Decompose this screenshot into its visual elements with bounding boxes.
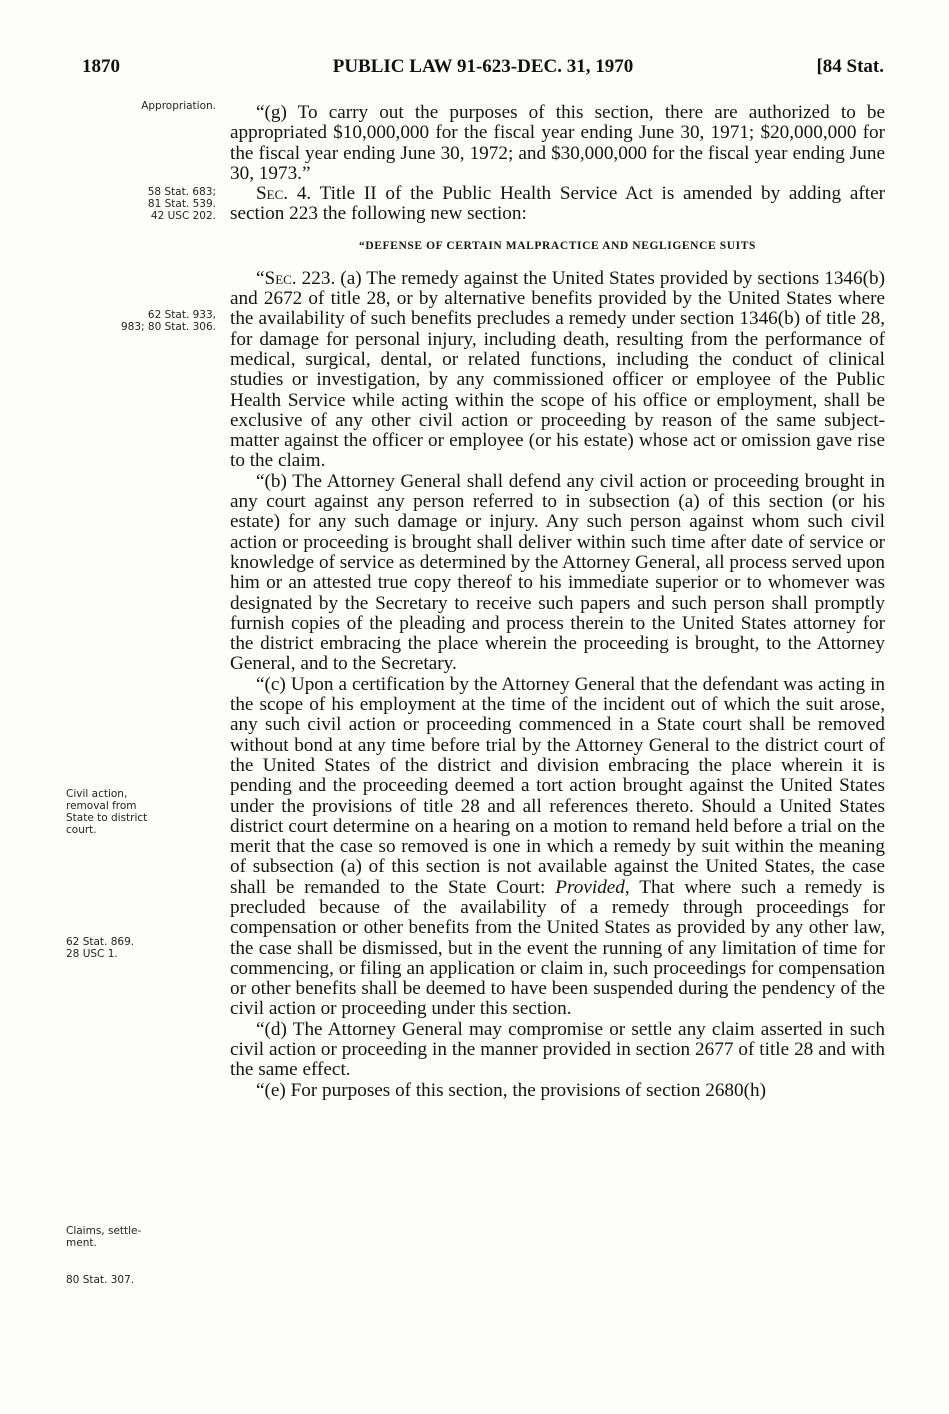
paragraph-c <box>230 675 885 1020</box>
statute-body <box>230 103 885 1101</box>
provided-italic: Provided <box>555 876 625 898</box>
margin-note-civil-action: removal from <box>66 800 137 812</box>
volume-citation: [84 Stat. <box>816 56 884 77</box>
margin-citation: 62 Stat. 869. <box>66 936 135 948</box>
paragraph-d: “(d) The Attorney General may compromise or settle any claim asserted in such civil action or proceeding in the manner provided in section 2677 of title 28 and with the same effect. <box>230 1018 885 1081</box>
page-number: 1870 <box>82 56 120 77</box>
section-label: “Sec. <box>256 267 297 289</box>
margin-citation: 28 USC 1. <box>66 948 118 960</box>
margin-note-claims: ment. <box>66 1237 97 1249</box>
margin-citation: 983; 80 Stat. 306. <box>120 321 216 333</box>
page-title: PUBLIC LAW 91-623-DEC. 31, 1970 <box>332 56 634 77</box>
section-label: Sec. <box>256 183 289 205</box>
paragraph-c-part-2: , That where such a remedy is precluded because of the availability of a remedy through proceedings for compensation or other benefits from the United States as provided by any other law, the case shall be dismissed, but in the event the running of any limitation of time for commencing, or filing an application or claim in, such proceedings for compensation or other benefits shall be deemed to have been suspended during the pendency of the civil action or proceeding under this section. <box>230 876 885 1020</box>
margin-note-civil-action: State to district <box>66 812 148 824</box>
margin-note-civil-action: Civil action, <box>66 788 128 800</box>
page-header <box>82 56 884 86</box>
paragraph-b: “(b) The Attorney General shall defend any civil action or proceeding brought in any court against any person referred to in subsection (a) of this section (or his estate) for any such damage or injury. Any such person against whom such civil action or proceeding is brought shall deliver within such time after date of service or knowledge of service as determined by the Attorney General, all process served upon him or an attested true copy thereof to his immediate superior or to whomever was designated by the Secretary to receive such papers and such person shall promptly furnish copies of the pleading and process therein to the United States attorney for the district embracing the place wherein the proceeding is brought, to the Attorney General, and to the Secretary. <box>230 470 885 675</box>
margin-note-civil-action: court. <box>66 824 97 836</box>
margin-citation: 62 Stat. 933, <box>147 309 216 321</box>
section-heading: “DEFENSE OF CERTAIN MALPRACTICE AND NEGLIGENCE SUITS <box>359 239 756 252</box>
margin-citation: 58 Stat. 683; <box>147 186 216 198</box>
margin-citation: 42 USC 202. <box>150 210 216 222</box>
section-4 <box>230 184 885 225</box>
paragraph-g: “(g) To carry out the purposes of this section, there are authorized to be appropriated $10,000,000 for the fiscal year ending June 30, 1971; $20,000,000 for the fiscal year ending June 30, 1972; and $30,000,000 for the fiscal year ending June 30, 1973.” <box>230 102 885 184</box>
margin-citation: 81 Stat. 539. <box>147 198 216 210</box>
paragraph-e: “(e) For purposes of this section, the provisions of section 2680(h) <box>256 1079 766 1101</box>
margin-citation: 80 Stat. 307. <box>66 1274 135 1286</box>
paragraph-c-part-1: “(c) Upon a certification by the Attorney General that the defendant was acting in the scope of his employment at the time of the incident out of which the suit arose, any such civil action or proceeding commenced in a State court shall be removed without bond at any time before trial by the Attorney General to the district court of the United States of the district and division embracing the place wherein it is pending and the proceeding deemed a tort action brought against the United States under the provisions of title 28 and all references thereto. Should a United States district court determine on a hearing on a motion to remand held before a trial on the merit that the case so removed is one in which a remedy by suit within the meaning of subsection (a) of this section is not available against the United States, the case shall be remanded to the State Court: <box>230 673 885 898</box>
margin-note-appropriation: Appropriation. <box>141 100 216 112</box>
section-223-a <box>230 269 885 472</box>
section-223-a-text: 223. (a) The remedy against the United States provided by sections 1346(b) and 2672 of title 28, or by alternative benefits provided by the United States where the availability of such benefits precludes a remedy under section 1346(b) of title 28, for damage for personal injury, including death, resulting from the performance of medical, surgical, dental, or related functions, including the conduct of clinical studies or investigation, by any commissioned officer or employee of the Public Health Service while acting within the scope of his office or employment, shall be exclusive of any other civil action or proceeding by reason of the same subject-matter against the officer or employee (or his estate) whose act or omission gave rise to the claim. <box>230 267 885 472</box>
margin-note-claims: Claims, settle- <box>66 1225 142 1237</box>
section-4-text: 4. Title II of the Public Health Service Act is amended by adding after section 223 the following new section: <box>230 183 885 225</box>
